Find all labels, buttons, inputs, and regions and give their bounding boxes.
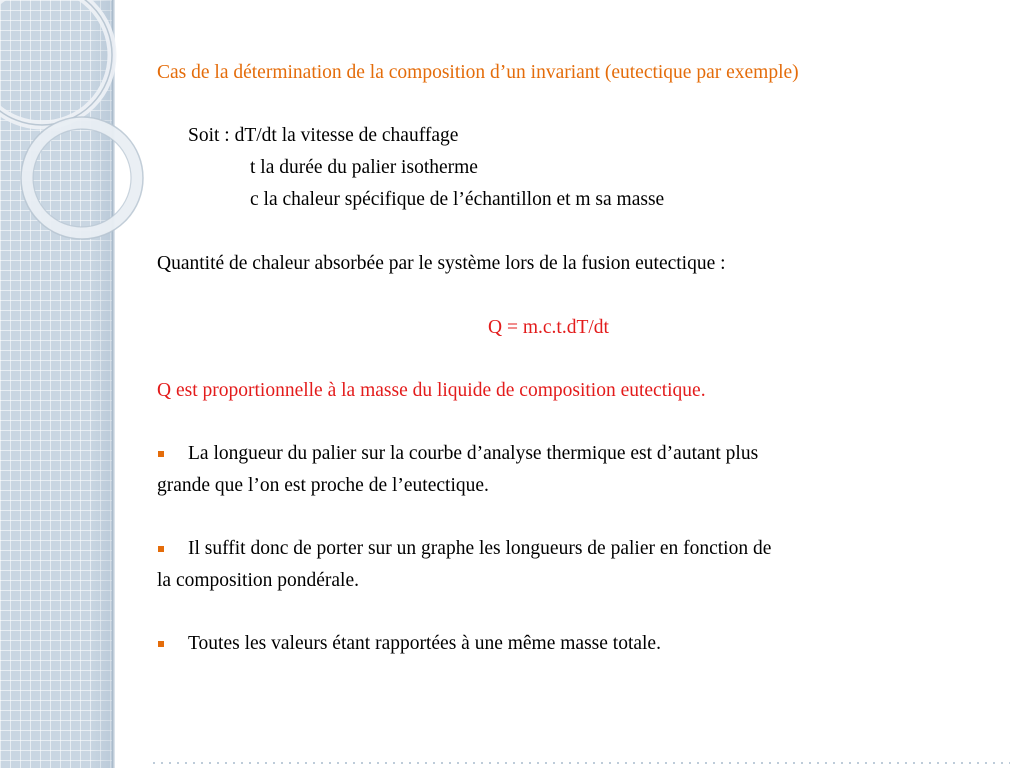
bullet-3-line-1: Toutes les valeurs étant rapportées à une même masse totale. (188, 633, 661, 654)
proportional-statement: Q est proportionnelle à la masse du liquide de composition eutectique. (157, 380, 706, 401)
decorative-rings-icon (0, 0, 130, 260)
bullet-square-icon (158, 546, 164, 552)
definition-specific-heat: c la chaleur spécifique de l’échantillon et m sa masse (250, 189, 665, 210)
bullet-2-line-1: Il suffit donc de porter sur un graphe les longueurs de palier en fonction de (188, 538, 772, 559)
bottom-divider (150, 762, 1010, 764)
heat-statement: Quantité de chaleur absorbée par le système lors de la fusion eutectique : (157, 253, 726, 274)
bullet-2-line-2: la composition pondérale. (157, 570, 359, 591)
definition-duration: t la durée du palier isotherme (250, 157, 478, 178)
bullet-square-icon (158, 451, 164, 457)
formula: Q = m.c.t.dT/dt (488, 317, 609, 338)
definition-intro: Soit : dT/dt la vitesse de chauffage (188, 125, 459, 146)
slide-heading: Cas de la détermination de la composition d’un invariant (eutectique par exemple) (157, 62, 799, 83)
bullet-square-icon (158, 641, 164, 647)
bullet-1-line-2: grande que l’on est proche de l’eutectique. (157, 475, 489, 496)
bullet-1-line-1: La longueur du palier sur la courbe d’analyse thermique est d’autant plus (188, 443, 759, 464)
